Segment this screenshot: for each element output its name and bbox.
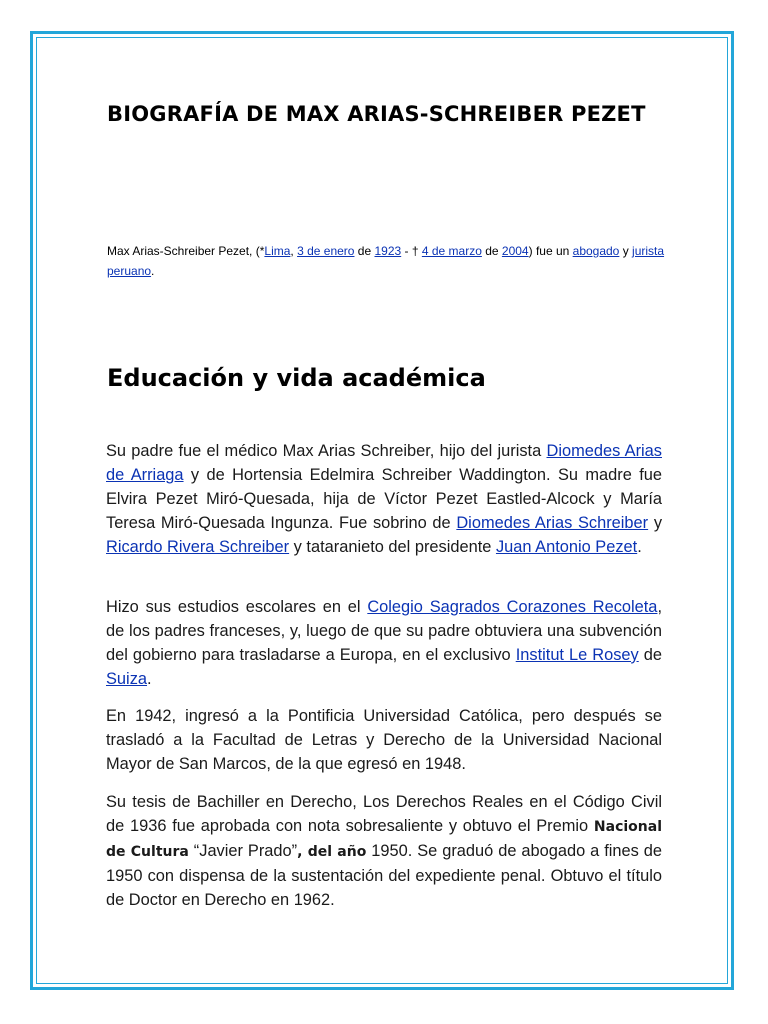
link-birth-year[interactable]: 1923	[374, 244, 402, 258]
paragraph-family	[106, 439, 662, 559]
paragraph-text: Su tesis de Bachiller en Derecho, Los Derechos Reales en el Código Civil de 1936 fue aprobada con nota sobresaliente y obtuvo el Premio	[106, 793, 662, 835]
link-birth-date[interactable]: 3 de enero	[297, 244, 355, 258]
link-diomedes-arias-schreiber[interactable]: Diomedes Arias Schreiber	[456, 514, 649, 532]
section-heading: Educación y vida académica	[107, 364, 486, 392]
paragraph-schooling	[106, 595, 662, 691]
document-title: BIOGRAFÍA DE MAX ARIAS-SCHREIBER PEZET	[107, 102, 646, 126]
paragraph-thesis	[106, 790, 662, 912]
link-jurista[interactable]: jurista	[632, 244, 665, 258]
paragraph-text: .	[147, 670, 152, 688]
paragraph-text: y	[648, 514, 663, 532]
intro-text: y	[619, 244, 633, 258]
intro-text: ,	[290, 244, 298, 258]
link-institut-le-rosey[interactable]: Institut Le Rosey	[515, 646, 639, 664]
bold-text: Nacional de Cultura	[106, 819, 662, 860]
paragraph-text: “Javier Prado”	[188, 842, 298, 860]
link-abogado[interactable]: abogado	[572, 244, 620, 258]
link-juan-antonio-pezet[interactable]: Juan Antonio Pezet	[495, 538, 638, 556]
paragraph-text: de	[638, 646, 662, 664]
bold-text: , del año	[297, 844, 367, 860]
link-diomedes-arias-de-arriaga[interactable]: Diomedes Arias de Arriaga	[106, 442, 662, 484]
intro-paragraph	[107, 241, 667, 281]
link-peruano[interactable]: peruano	[107, 264, 152, 278]
intro-text: de	[354, 244, 375, 258]
link-death-date[interactable]: 4 de marzo	[421, 244, 482, 258]
paragraph-university: En 1942, ingresó a la Pontificia Universidad Católica, pero después se trasladó a la Facultad de Letras y Derecho de la Universidad Nacional Mayor de San Marcos, de la que egresó en 1948.	[106, 707, 662, 773]
paragraph-text: y de Hortensia Edelmira Schreiber Waddington. Su madre fue Elvira Pezet Miró-Quesada, hija de Víctor Pezet Eastled-Alcock y María Teresa Miró-Quesada Ingunza. Fue sobrino de	[106, 466, 662, 532]
link-death-year[interactable]: 2004	[501, 244, 529, 258]
intro-text: .	[151, 264, 155, 278]
paragraph-text: .	[637, 538, 642, 556]
paragraph-text: y tataranieto del presidente	[289, 538, 496, 556]
link-colegio-sagrados-corazones[interactable]: Colegio Sagrados Corazones Recoleta	[367, 598, 658, 616]
link-ricardo-rivera-schreiber[interactable]: Ricardo Rivera Schreiber	[106, 538, 290, 556]
intro-text: ) fue un	[528, 244, 573, 258]
intro-text: - †	[401, 244, 422, 258]
intro-name: Max Arias-Schreiber Pezet, (*	[107, 244, 265, 258]
paragraph-text: Hizo sus estudios escolares en el	[106, 598, 368, 616]
link-lima[interactable]: Lima	[264, 244, 291, 258]
paragraph-text: , de los padres franceses, y, luego de que su padre obtuviera una subvención del gobierno para trasladarse a Europa, en el exclusivo	[106, 598, 662, 664]
intro-text: de	[481, 244, 502, 258]
paragraph-text: 1950. Se graduó de abogado a fines de 1950 con dispensa de la sustentación del expediente penal. Obtuvo el título de Doctor en Derecho en 1962.	[106, 842, 663, 909]
link-suiza[interactable]: Suiza	[106, 670, 148, 688]
paragraph-text: Su padre fue el médico Max Arias Schreiber, hijo del jurista	[106, 442, 547, 460]
